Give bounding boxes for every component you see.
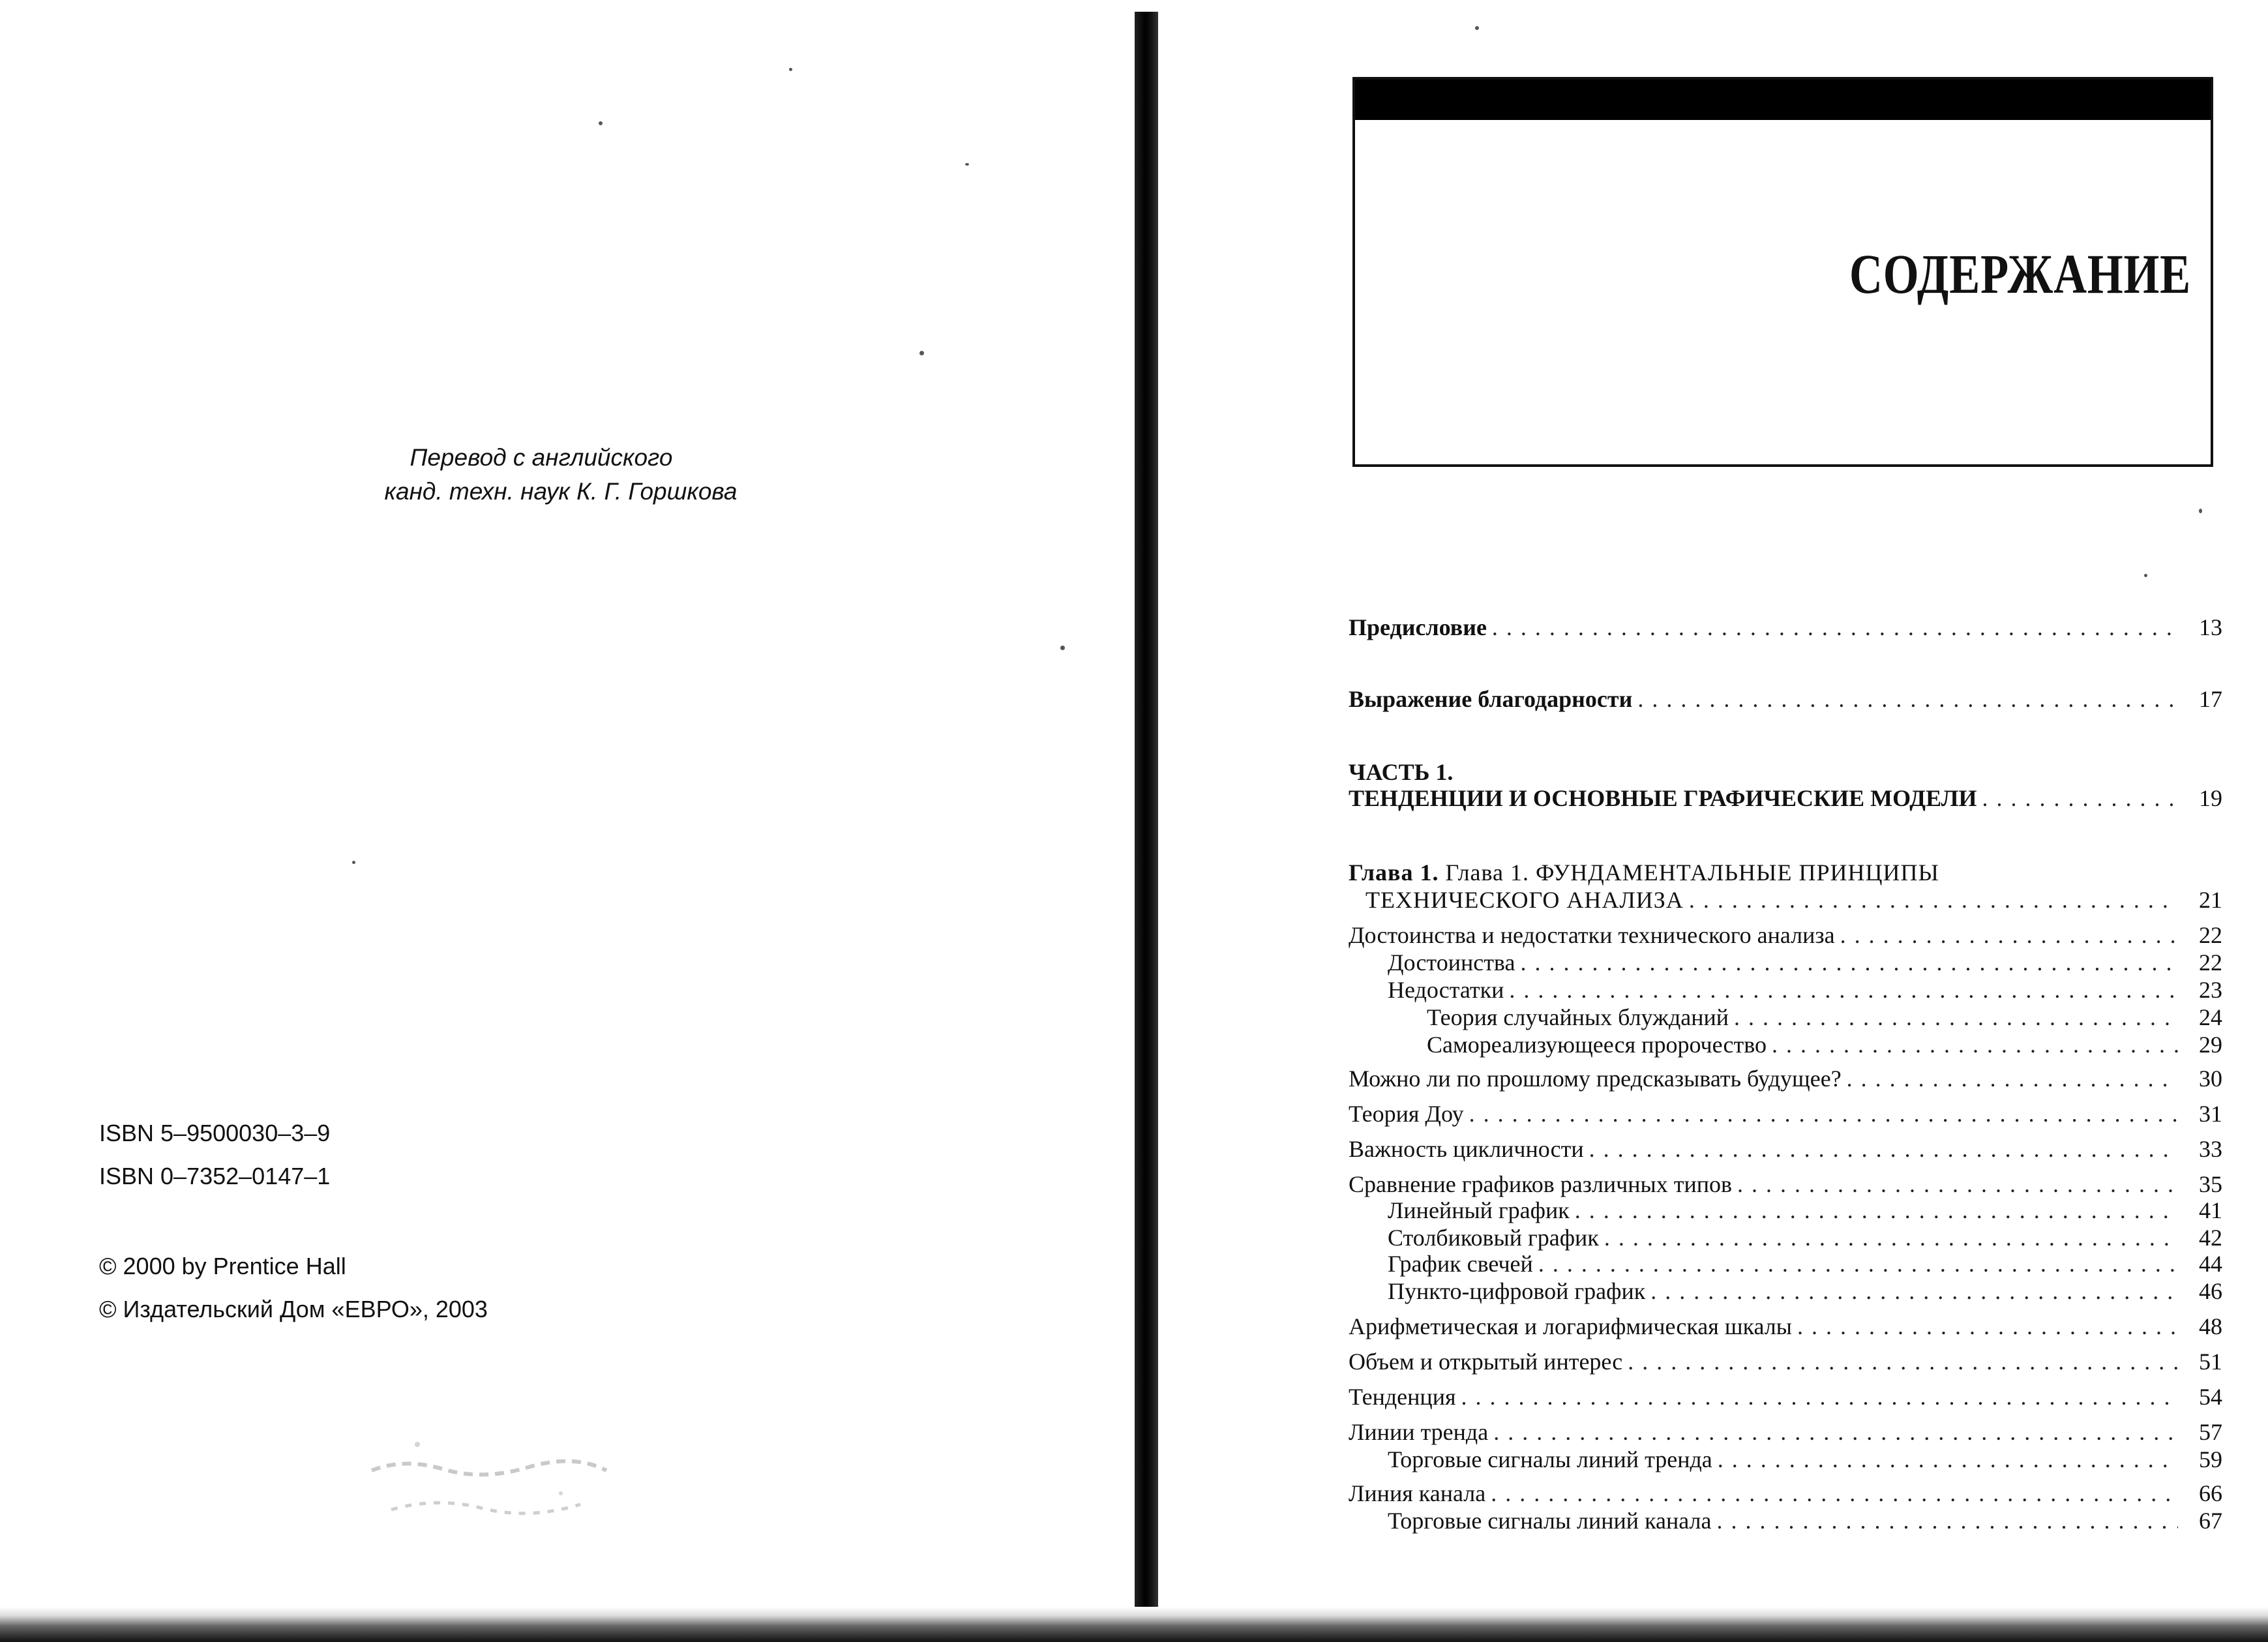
- toc-entry: [1349, 613, 2222, 642]
- toc-page-number: 22: [2199, 949, 2222, 976]
- toc-entry-title: Тенденция: [1349, 1384, 1456, 1410]
- contents-header-box: [1352, 77, 2213, 467]
- copyright-line: © 2000 by Prentice Hall: [99, 1253, 346, 1279]
- toc-page-number: 42: [2199, 1225, 2222, 1251]
- toc-page-number: 46: [2199, 1278, 2222, 1304]
- toc-entry-title: ТЕХНИЧЕСКОГО АНАЛИЗА: [1365, 887, 1684, 913]
- toc-page-number: 29: [2199, 1032, 2222, 1058]
- toc-entry-title: Выражение благодарности: [1349, 686, 1633, 712]
- toc-page-number: 66: [2199, 1480, 2222, 1506]
- chapter-heading: Глава 1. Глава 1. ФУНДАМЕНТАЛЬНЫЕ ПРИНЦИПЫ: [1349, 859, 1939, 886]
- toc-entry-title: Объем и открытый интерес: [1349, 1349, 1623, 1375]
- toc-entry-title: ТЕНДЕНЦИИ И ОСНОВНЫЕ ГРАФИЧЕСКИЕ МОДЕЛИ: [1349, 785, 1977, 811]
- imprint-block: [99, 1112, 488, 1331]
- header-bar: [1355, 80, 2211, 120]
- paper-speck: [2144, 574, 2147, 577]
- translation-credit: [248, 441, 835, 509]
- toc-page-number: 48: [2199, 1313, 2222, 1339]
- toc-entry: [1349, 1418, 2222, 1446]
- toc-entry-title: Можно ли по прошлому предсказывать будущее?: [1349, 1066, 1842, 1092]
- toc-entry-title: Торговые сигналы линий канала: [1388, 1508, 1712, 1534]
- toc-entry: [1349, 1223, 2222, 1252]
- book-gutter: [1135, 12, 1158, 1629]
- toc-entry-title: Самореализующееся пророчество: [1427, 1032, 1767, 1058]
- toc-page-number: 24: [2199, 1004, 2222, 1030]
- paper-speck: [599, 121, 603, 125]
- toc-page-number: 44: [2199, 1251, 2222, 1277]
- toc-page-number: 41: [2199, 1197, 2222, 1223]
- toc-entry: [1349, 784, 2222, 813]
- page-bottom-edge: [0, 1607, 2268, 1642]
- library-stamp-mark: [365, 1431, 613, 1536]
- toc-entry-title: Линия канала: [1349, 1480, 1486, 1506]
- toc-entry: [1349, 886, 2222, 914]
- toc-entry-title: Пункто-цифровой график: [1388, 1278, 1646, 1304]
- toc-page-number: 23: [2199, 977, 2222, 1003]
- part-label: ЧАСТЬ 1.: [1349, 759, 1454, 785]
- copyright-line: © Издательский Дом «ЕВРО», 2003: [99, 1296, 488, 1322]
- toc-entry: [1349, 1030, 2222, 1059]
- toc-entry: [1349, 1003, 2222, 1032]
- toc-entry-title: Недостатки: [1388, 977, 1504, 1003]
- toc-entry-title: Достоинства и недостатки технического анализа: [1349, 922, 1835, 948]
- toc-page-number: 31: [2199, 1101, 2222, 1127]
- isbn-line: ISBN 5–9500030–3–9: [99, 1120, 331, 1146]
- toc-entry: [1349, 976, 2222, 1004]
- toc-page-number: 35: [2199, 1171, 2222, 1197]
- toc-page-number: 21: [2199, 887, 2222, 913]
- paper-speck: [2199, 509, 2202, 513]
- toc-entry: [1349, 1249, 2222, 1278]
- toc-entry-title: Торговые сигналы линий тренда: [1388, 1446, 1712, 1472]
- toc-page-number: 22: [2199, 922, 2222, 948]
- paper-speck: [1060, 646, 1065, 650]
- toc-entry-title: График свечей: [1388, 1251, 1533, 1277]
- toc-entry: [1349, 1479, 2222, 1508]
- toc-entry-title: Линейный график: [1388, 1197, 1570, 1223]
- toc-entry-title: Достоинства: [1388, 949, 1515, 976]
- toc-page-number: 30: [2199, 1066, 2222, 1092]
- toc-entry-title: Арифметическая и логарифмическая шкалы: [1349, 1313, 1792, 1339]
- paper-speck: [352, 861, 355, 864]
- toc-entry-title: Линии тренда: [1349, 1419, 1489, 1445]
- translation-line-2: канд. техн. наук К. Г. Горшкова: [384, 478, 738, 505]
- toc-page-number: 51: [2199, 1349, 2222, 1375]
- toc-entry: [1349, 1382, 2222, 1411]
- toc-entry: [1349, 1196, 2222, 1225]
- toc-entry: [1349, 1170, 2222, 1199]
- toc-page-number: 59: [2199, 1446, 2222, 1472]
- paper-speck: [965, 163, 969, 166]
- toc-entry: [1349, 921, 2222, 949]
- toc-page-number: 13: [2199, 614, 2222, 640]
- toc-entry: [1349, 1347, 2222, 1376]
- toc-page-number: 67: [2199, 1508, 2222, 1534]
- toc-entry: [1349, 1135, 2222, 1163]
- toc-entry-title: Сравнение графиков различных типов: [1349, 1171, 1732, 1197]
- paper-speck: [919, 351, 924, 355]
- toc-page-number: 33: [2199, 1136, 2222, 1162]
- toc-entry: [1349, 1099, 2222, 1128]
- contents-title: СОДЕРЖАНИЕ: [1849, 243, 2191, 305]
- toc-entry: [1349, 685, 2222, 713]
- toc-entry-title: Столбиковый график: [1388, 1225, 1599, 1251]
- toc-entry-title: Важность цикличности: [1349, 1136, 1584, 1162]
- toc-entry-title: Теория случайных блужданий: [1427, 1004, 1729, 1030]
- toc-entry: [1349, 1064, 2222, 1093]
- toc-entry: [1349, 1506, 2222, 1535]
- isbn-line: ISBN 0–7352–0147–1: [99, 1163, 331, 1189]
- toc-page-number: 54: [2199, 1384, 2222, 1410]
- translation-line-1: Перевод с английского: [410, 444, 673, 471]
- toc-entry: [1349, 948, 2222, 977]
- toc-entry: [1349, 1312, 2222, 1341]
- toc-page-number: 19: [2199, 785, 2222, 811]
- toc-entry-title: Теория Доу: [1349, 1101, 1464, 1127]
- paper-speck: [789, 68, 792, 71]
- toc-page-number: 57: [2199, 1419, 2222, 1445]
- toc-entry: [1349, 1277, 2222, 1306]
- paper-speck: [1475, 26, 1479, 30]
- toc-entry: [1349, 1445, 2222, 1474]
- toc-page-number: 17: [2199, 686, 2222, 712]
- toc-entry-title: Предисловие: [1349, 614, 1487, 640]
